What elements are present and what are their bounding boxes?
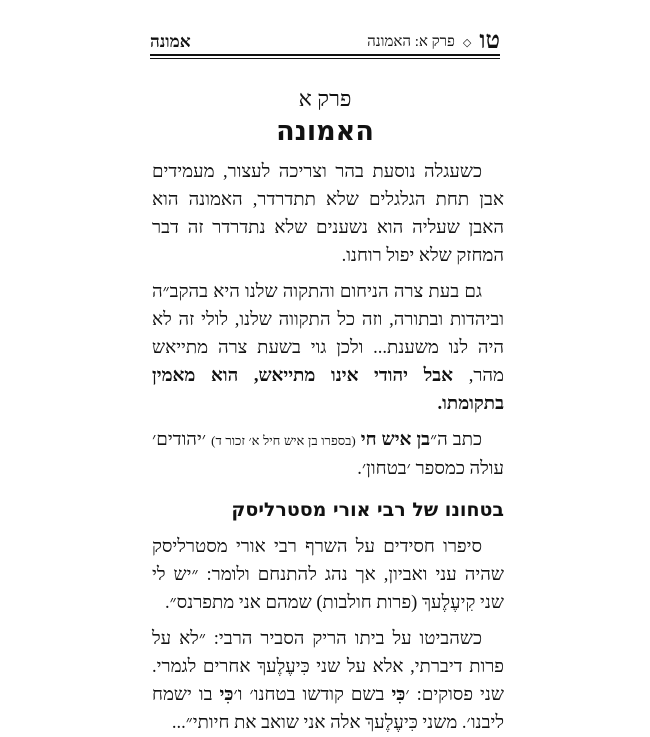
page-number: טו [479,28,500,54]
paragraph-3-citation: (בספרו בן איש חיל א׳ זכור ד) [211,433,356,448]
chapter-label: פרק א [298,86,352,111]
section-heading: בטחונו של רבי אורי מסטרליסק [231,499,504,521]
paragraph-1: כשעגלה נוסעת בהר וצריכה לעצור, מעמידים אבן תחת הגלגלים שלא תתדרדר, האמונה הוא האבן שעליה הוא נשענים שלא נתדרדר זה דבר המחזק שלא יפול רוחנו. [152,162,504,266]
running-header [150,26,500,52]
paragraph-3-lead: כתב ה״ [430,430,483,450]
paragraph-5-start: כשהביטו על ביתו הריק הסביר הרבי: ״לא על פרות דיברתי, אלא על שני כִּיעֶלֶעךְ אחרים לגמרי. שני פסוקים: ׳ [152,629,504,705]
paragraph-2 [152,278,504,418]
paragraph-2-text: גם בעת צרה הניחום והתקוה שלנו היא בהקב״ה וביהדות ובתורה, וזה כל התקווה שלנו, לולי זה לא היה לנו משענת... ולכן גוי בשעת צרה מתייאש מהר, [152,282,505,386]
header-rule [150,54,500,56]
header-book-title: אמונה [150,32,191,51]
paragraph-5-mid: בשם קודשו בטחנו׳ ו׳ [233,685,392,705]
paragraph-3 [152,426,504,483]
paragraph-5-ki-1: כִּי [391,685,406,705]
paragraph-5 [152,625,504,737]
paragraph-3-source: בן איש חי [360,430,431,450]
chapter-title: האמונה [276,116,374,147]
paragraph-2-bold: אבל יהודי אינו מתייאש, הוא מאמין בתקומתו. [152,366,504,414]
header-chapter-ref: פרק א: האמונה [367,34,455,50]
diamond-ornament-icon: ◇ [462,37,472,49]
header-right-group [367,30,500,52]
paragraph-5-end: בו ישמח ליבנו׳. משני כִּיעֶלֶעךְ אלה אני שואב את חיותי״... [152,685,504,733]
paragraph-5-ki-2: כִּי [219,685,234,705]
paragraph-3-rest: ׳יהודים׳ עולה כמספר ׳בטחון׳. [152,430,504,479]
body-text [152,158,504,737]
paragraph-4: סיפרו חסידים על השרף רבי אורי מסטרליסק שהיה עני ואביון, אך נהג להתנחם ולומר: ״יש לי שני קִיעֶלֶעךְ (פרות חולבות) שמהם אני מתפרנס״. [152,537,504,613]
header-rule-thin [150,58,500,59]
